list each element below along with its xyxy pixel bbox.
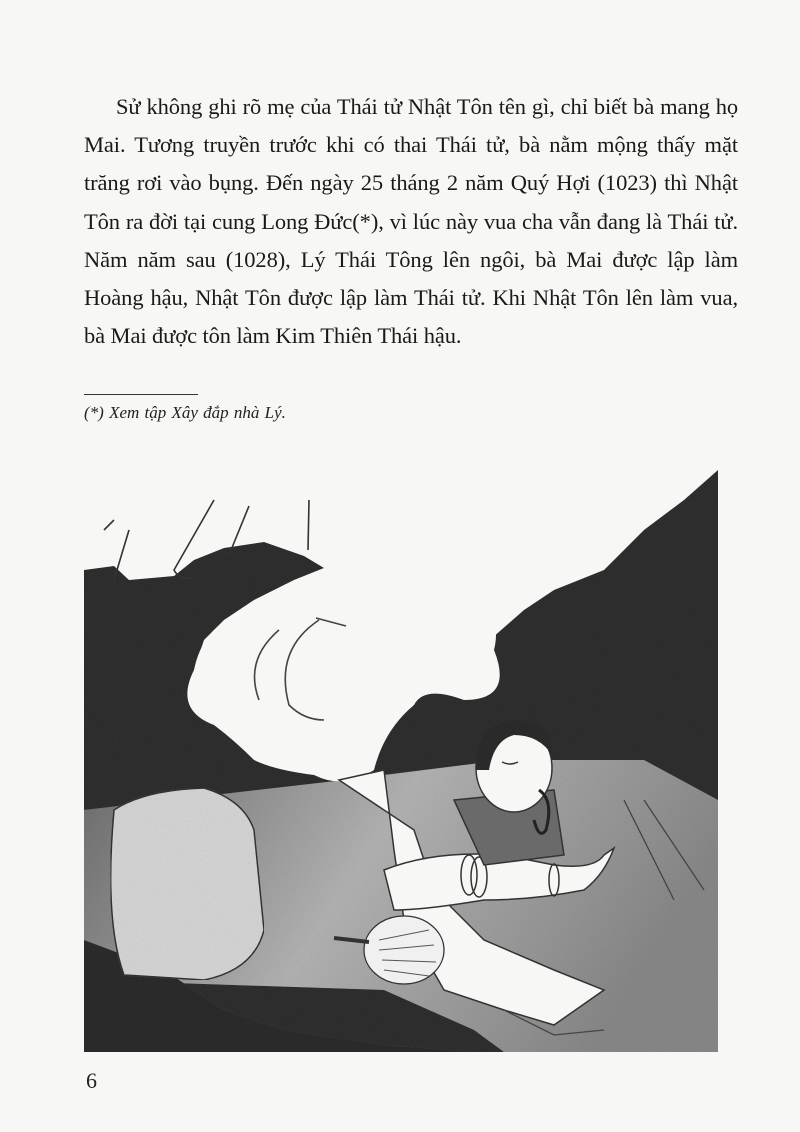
page-number: 6 [86,1068,97,1093]
footnote: (*) Xem tập Xây đắp nhà Lý. [84,403,286,422]
robe [111,788,264,980]
illustration-dreaming-woman [84,470,718,1052]
footnote-divider [84,394,198,395]
body-paragraph: Sử không ghi rõ mẹ của Thái tử Nhật Tôn tên gì, chỉ biết bà mang họ Mai. Tương truyền trước khi có thai Thái tử, bà nằm mộng thấy mặt trăng rơi vào bụng. Đến ngày 25 tháng 2 năm Quý Hợi (1023) thì Nhật Tôn ra đời tại cung Long Đức(*), vì lúc này vua cha vẫn đang là Thái tử. Năm năm sau (1028), Lý Thái Tông lên ngôi, bà Mai được lập làm Hoàng hậu, Nhật Tôn được lập làm Thái tử. Khi Nhật Tôn lên làm vua, bà Mai được tôn làm Kim Thiên Thái hậu. [84,94,738,349]
